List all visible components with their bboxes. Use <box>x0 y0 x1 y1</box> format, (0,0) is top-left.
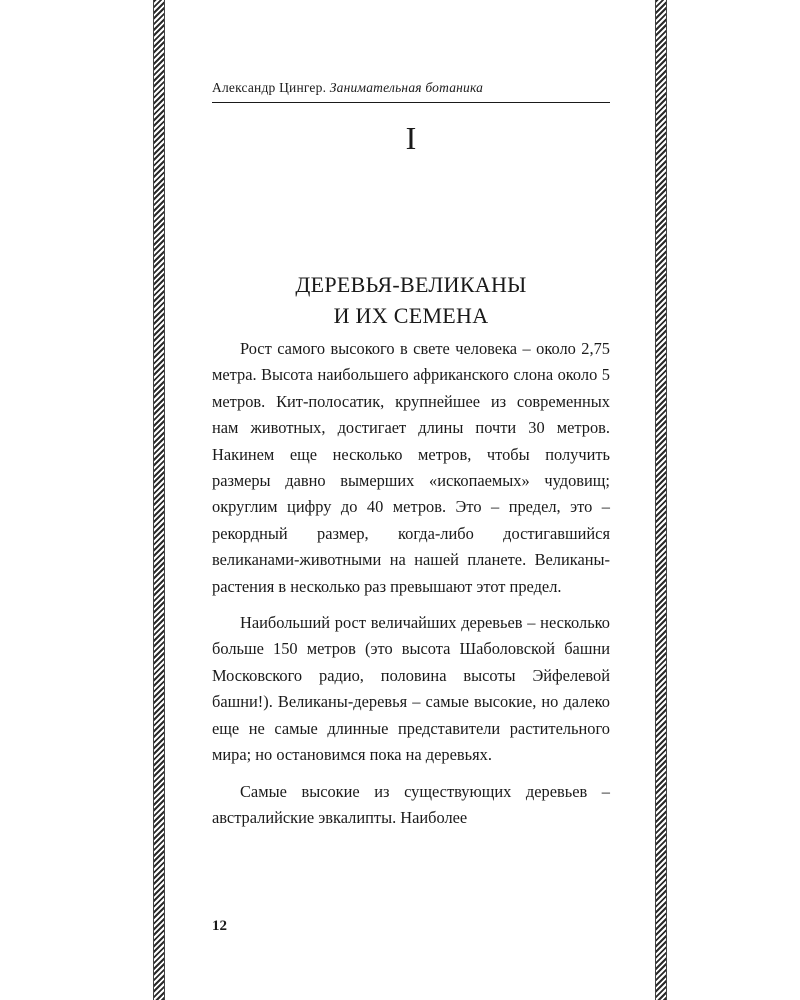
paragraph: Самые высокие из существующих деревьев – австралийские эвкалипты. Наиболее <box>212 781 610 827</box>
paragraph: Наибольший рост величайших деревьев – несколько больше 150 метров (это высота Шаболовской башни Московского радио, половина высоты Эйфелевой башни!). Великаны-деревья – самые высокие, но далеко еще не самые длинные представители растительного мира; но остановимся пока на деревьях. <box>212 613 610 765</box>
right-decorative-border <box>655 0 667 1000</box>
body-text <box>212 336 610 841</box>
running-head-author: Александр Цингер. <box>212 80 327 95</box>
chapter-title-line-2: И ИХ СЕМЕНА <box>333 302 489 328</box>
chapter-title-line-1: ДЕРЕВЬЯ-ВЕЛИКАНЫ <box>295 271 527 297</box>
page-number: 12 <box>212 918 227 934</box>
left-decorative-border <box>153 0 165 1000</box>
running-head-title: Занимательная ботаника <box>329 80 484 95</box>
book-page <box>212 70 610 950</box>
chapter-title <box>212 269 610 331</box>
chapter-number: I <box>405 120 417 156</box>
running-head <box>212 80 610 103</box>
paragraph: Рост самого высокого в свете человека – около 2,75 метра. Высота наибольшего африканского слона около 5 метров. Кит-полосатик, крупнейшее из современных нам животных, достигает длины почти 30 метров. Накинем еще несколько метров, чтобы получить размеры давно вымерших «ископаемых» чудовищ; округлим цифру до 40 метров. Это – предел, это – рекордный размер, когда-либо достигавшийся великанами-животными на нашей планете. Великаны-растения в несколько раз превышают этот предел. <box>212 339 610 596</box>
